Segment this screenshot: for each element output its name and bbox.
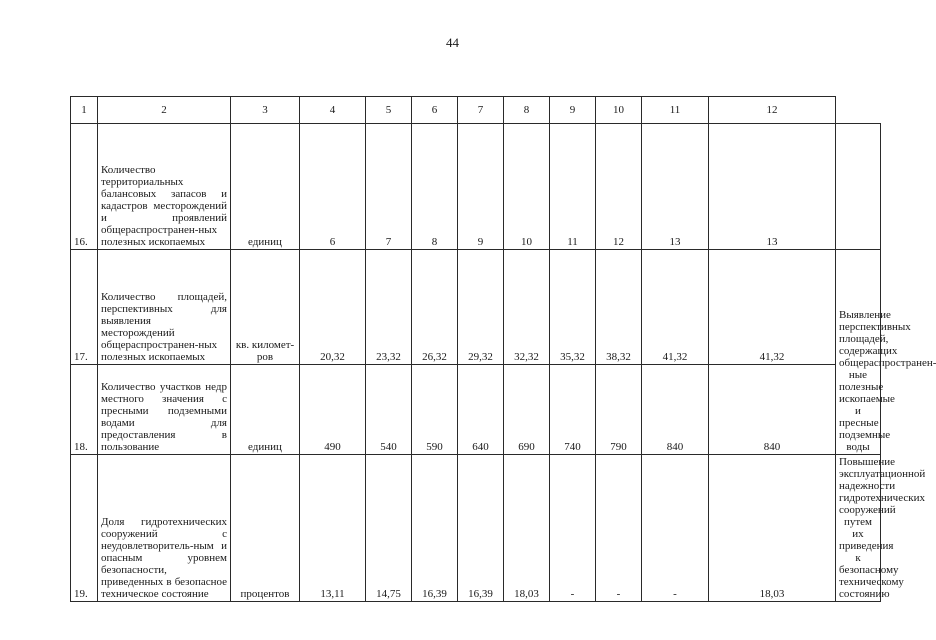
value-cell: 16,39 [412, 455, 458, 602]
column-header: 4 [300, 97, 366, 124]
value-cell: 690 [504, 365, 550, 455]
value-cell: - [642, 455, 709, 602]
indicator-name: Количество территориальных балансовых запасов и кадастров месторождений и проявлений общераспространен-ных полезных ископаемых [98, 124, 231, 250]
value-cell: 9 [458, 124, 504, 250]
value-cell: 790 [596, 365, 642, 455]
column-header: 11 [642, 97, 709, 124]
column-header: 7 [458, 97, 504, 124]
table-header-row [71, 97, 881, 124]
row-number: 16. [71, 124, 98, 250]
page-number: 44 [446, 35, 459, 50]
value-cell: 12 [596, 124, 642, 250]
note-cell: Выявление перспективных площадей, содержащих общераспространен-ные полезные ископаемые и пресные подземные воды [836, 250, 881, 455]
column-header: 6 [412, 97, 458, 124]
value-cell: 13,11 [300, 455, 366, 602]
value-cell: 590 [412, 365, 458, 455]
value-cell: 11 [550, 124, 596, 250]
value-cell: 23,32 [366, 250, 412, 365]
value-cell: 490 [300, 365, 366, 455]
column-header: 10 [596, 97, 642, 124]
table-row [71, 455, 881, 602]
table-row [71, 124, 881, 250]
value-cell: 840 [709, 365, 836, 455]
value-cell: 14,75 [366, 455, 412, 602]
value-cell: 16,39 [458, 455, 504, 602]
indicator-name: Количество участков недр местного значения с пресными подземными водами для предоставления в пользование [98, 365, 231, 455]
value-cell: 8 [412, 124, 458, 250]
value-cell: 540 [366, 365, 412, 455]
row-number: 19. [71, 455, 98, 602]
column-header: 2 [98, 97, 231, 124]
table-row [71, 365, 881, 455]
value-cell: - [596, 455, 642, 602]
value-cell: 640 [458, 365, 504, 455]
value-cell: 35,32 [550, 250, 596, 365]
indicator-name: Количество площадей, перспективных для выявления месторождений общераспространен-ных полезных ископаемых [98, 250, 231, 365]
unit-cell: кв. километ-ров [231, 250, 300, 365]
column-header: 9 [550, 97, 596, 124]
value-cell: 41,32 [709, 250, 836, 365]
value-cell: 20,32 [300, 250, 366, 365]
value-cell: 26,32 [412, 250, 458, 365]
value-cell: 38,32 [596, 250, 642, 365]
value-cell: 840 [642, 365, 709, 455]
value-cell: 10 [504, 124, 550, 250]
note-cell: Повышение эксплуатационной надежности гидротехнических сооружений путем их приведения к безопасному техническому состоянию [836, 455, 881, 602]
column-header: 3 [231, 97, 300, 124]
value-cell: 7 [366, 124, 412, 250]
unit-cell: процентов [231, 455, 300, 602]
column-header: 12 [709, 97, 836, 124]
indicator-name: Доля гидротехнических сооружений с неудовлетворитель-ным и опасным уровнем безопасности, приведенных в безопасное техническое состояние [98, 455, 231, 602]
row-number: 18. [71, 365, 98, 455]
note-cell-empty [836, 124, 881, 250]
value-cell: 32,32 [504, 250, 550, 365]
column-header: 8 [504, 97, 550, 124]
unit-cell: единиц [231, 124, 300, 250]
unit-cell: единиц [231, 365, 300, 455]
value-cell: 29,32 [458, 250, 504, 365]
value-cell: 740 [550, 365, 596, 455]
indicators-table [70, 96, 936, 602]
value-cell: 13 [642, 124, 709, 250]
table-row [71, 250, 881, 365]
value-cell: 18,03 [504, 455, 550, 602]
value-cell: 13 [709, 124, 836, 250]
value-cell: 41,32 [642, 250, 709, 365]
column-header: 1 [71, 97, 98, 124]
column-header: 5 [366, 97, 412, 124]
row-number: 17. [71, 250, 98, 365]
value-cell: 6 [300, 124, 366, 250]
value-cell: - [550, 455, 596, 602]
value-cell: 18,03 [709, 455, 836, 602]
